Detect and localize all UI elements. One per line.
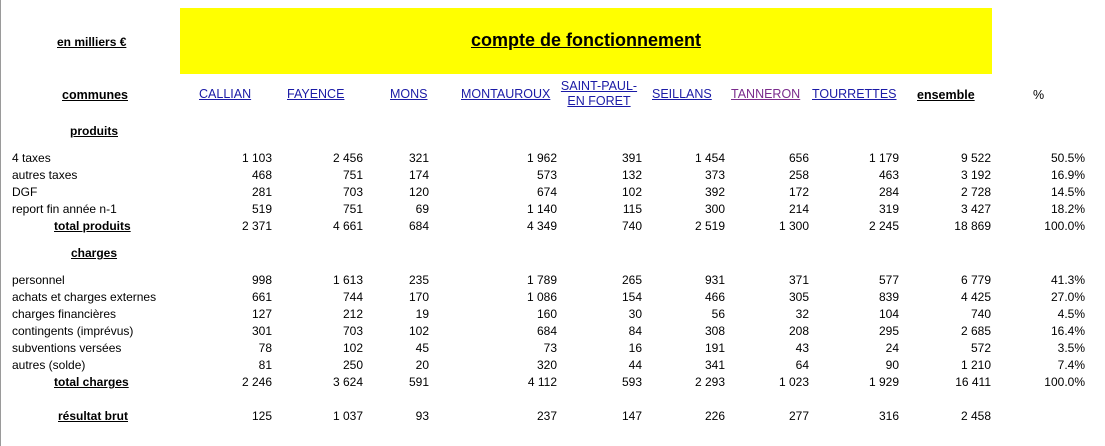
ensemble-header: ensemble (917, 88, 975, 102)
unit-label: en milliers € (57, 35, 127, 49)
total-produits-row-cell: 1 300 (778, 219, 809, 233)
produits-row-cell: 69 (415, 202, 429, 216)
produits-row-label: report fin année n-1 (12, 202, 117, 216)
charges-row-cell: 6 779 (960, 273, 991, 287)
charges-row-cell: 466 (704, 290, 725, 304)
produits-row-label: 4 taxes (12, 151, 51, 165)
charges-row-label: subventions versées (12, 341, 122, 355)
produits-row-cell: 1 140 (526, 202, 557, 216)
produits-row-cell: 2 456 (332, 151, 363, 165)
charges-row-cell: 305 (788, 290, 809, 304)
charges-row-cell: 191 (704, 341, 725, 355)
produits-row-cell: 2 728 (960, 185, 991, 199)
charges-row-cell: 301 (251, 324, 272, 338)
produits-row-cell: 1 103 (241, 151, 272, 165)
produits-row-percent: 18.2% (1050, 202, 1085, 216)
total-charges-row-cell: 2 246 (241, 375, 272, 389)
produits-row-cell: 102 (621, 185, 642, 199)
total-charges-row-percent: 100.0% (1044, 375, 1085, 389)
produits-row-cell: 172 (788, 185, 809, 199)
charges-row-cell: 19 (415, 307, 429, 321)
column-link-montauroux[interactable]: MONTAUROUX (461, 87, 551, 101)
total-charges-row-cell: 1 929 (868, 375, 899, 389)
charges-row-cell: 160 (536, 307, 557, 321)
resultat-brut-row-label: résultat brut (58, 409, 129, 423)
produits-row-cell: 132 (621, 168, 642, 182)
charges-row-cell: 104 (878, 307, 899, 321)
produits-row-cell: 284 (878, 185, 899, 199)
produits-row-cell: 9 522 (960, 151, 991, 165)
charges-row-label: achats et charges externes (12, 290, 157, 304)
total-charges-row-cell: 4 112 (527, 375, 557, 389)
charges-row-percent: 27.0% (1050, 290, 1085, 304)
produits-row-percent: 16.9% (1050, 168, 1085, 182)
produits-row-cell: 656 (788, 151, 809, 165)
produits-row-cell: 258 (788, 168, 809, 182)
produits-row-cell: 674 (536, 185, 557, 199)
charges-row-cell: 64 (795, 358, 809, 372)
total-charges-row-cell: 16 411 (955, 375, 991, 389)
column-link-tanneron[interactable]: TANNERON (731, 87, 801, 101)
total-charges-row-cell: 1 023 (778, 375, 809, 389)
charges-row-cell: 20 (415, 358, 429, 372)
charges-row-cell: 1 789 (526, 273, 557, 287)
resultat-brut-row-cell: 316 (878, 409, 899, 423)
charges-row-cell: 44 (628, 358, 642, 372)
total-produits-row-cell: 2 371 (241, 219, 272, 233)
produits-row-cell: 319 (878, 202, 899, 216)
percent-header: % (1033, 88, 1045, 102)
column-link-tourrettes[interactable]: TOURRETTES (812, 87, 897, 101)
charges-row-percent: 3.5% (1057, 341, 1085, 355)
produits-row-cell: 1 179 (868, 151, 899, 165)
produits-row-cell: 3 192 (960, 168, 991, 182)
charges-row-cell: 1 086 (526, 290, 557, 304)
charges-row-cell: 295 (878, 324, 899, 338)
charges-row-cell: 265 (621, 273, 642, 287)
produits-row-cell: 573 (536, 168, 557, 182)
total-produits-row-cell: 4 349 (526, 219, 557, 233)
charges-row-cell: 740 (970, 307, 991, 321)
total-charges-row-cell: 593 (621, 375, 642, 389)
total-produits-row-cell: 2 245 (868, 219, 899, 233)
charges-row-cell: 212 (342, 307, 363, 321)
charges-row-percent: 41.3% (1050, 273, 1085, 287)
charges-row-cell: 56 (711, 307, 725, 321)
charges-row-cell: 32 (795, 307, 809, 321)
produits-row-cell: 281 (251, 185, 272, 199)
produits-row-cell: 214 (788, 202, 809, 216)
produits-row-cell: 392 (704, 185, 725, 199)
charges-row-label: charges financières (12, 307, 117, 321)
produits-row-cell: 391 (621, 151, 642, 165)
charges-row-cell: 90 (885, 358, 899, 372)
charges-heading: charges (71, 246, 118, 260)
charges-row-cell: 703 (342, 324, 363, 338)
resultat-brut-row-cell: 226 (704, 409, 725, 423)
total-charges-row-cell: 591 (408, 375, 429, 389)
total-produits-row-cell: 4 661 (332, 219, 363, 233)
charges-row-label: autres (solde) (12, 358, 86, 372)
total-charges-row-label: total charges (54, 375, 129, 389)
produits-row-cell: 300 (704, 202, 725, 216)
charges-row-cell: 931 (704, 273, 725, 287)
charges-row-percent: 7.4% (1057, 358, 1085, 372)
resultat-brut-row-cell: 237 (536, 409, 557, 423)
produits-heading: produits (70, 124, 118, 138)
charges-row-cell: 661 (251, 290, 272, 304)
charges-row-percent: 16.4% (1050, 324, 1085, 338)
column-link-fayence[interactable]: FAYENCE (287, 87, 345, 101)
produits-row-cell: 373 (704, 168, 725, 182)
charges-row-cell: 1 210 (960, 358, 991, 372)
charges-row-label: contingents (imprévus) (12, 324, 134, 338)
charges-row-cell: 102 (408, 324, 429, 338)
produits-row-cell: 751 (342, 168, 363, 182)
column-link-mons[interactable]: MONS (390, 87, 428, 101)
communes-header: communes (62, 88, 128, 102)
charges-row-cell: 102 (342, 341, 363, 355)
produits-row-percent: 14.5% (1050, 185, 1085, 199)
charges-row-cell: 235 (408, 273, 429, 287)
total-produits-row-cell: 740 (621, 219, 642, 233)
charges-row-cell: 154 (621, 290, 642, 304)
charges-row-cell: 208 (788, 324, 809, 338)
charges-row-cell: 371 (788, 273, 809, 287)
charges-row-cell: 998 (251, 273, 272, 287)
charges-row-cell: 16 (628, 341, 642, 355)
charges-row-cell: 250 (342, 358, 363, 372)
produits-row-cell: 468 (251, 168, 272, 182)
produits-row-percent: 50.5% (1050, 151, 1085, 165)
produits-row-label: autres taxes (12, 168, 78, 182)
produits-row-label: DGF (12, 185, 38, 199)
charges-row-cell: 744 (342, 290, 363, 304)
charges-row-cell: 78 (258, 341, 272, 355)
produits-row-cell: 1 962 (526, 151, 557, 165)
total-charges-row-cell: 2 293 (694, 375, 725, 389)
charges-row-cell: 43 (795, 341, 809, 355)
total-produits-row-cell: 684 (408, 219, 429, 233)
charges-row-cell: 127 (251, 307, 272, 321)
charges-row-cell: 4 425 (960, 290, 991, 304)
total-produits-row-label: total produits (54, 219, 131, 233)
charges-row-percent: 4.5% (1057, 307, 1085, 321)
column-link-saint-paul[interactable] (556, 79, 642, 109)
charges-row-cell: 24 (885, 341, 899, 355)
produits-row-cell: 463 (878, 168, 899, 182)
charges-row-cell: 341 (704, 358, 725, 372)
resultat-brut-row-cell: 1 037 (332, 409, 363, 423)
charges-row-cell: 577 (878, 273, 899, 287)
resultat-brut-row-cell: 147 (621, 409, 642, 423)
produits-row-cell: 174 (408, 168, 429, 182)
charges-row-cell: 170 (408, 290, 429, 304)
charges-row-cell: 572 (970, 341, 991, 355)
produits-row-cell: 751 (342, 202, 363, 216)
resultat-brut-row-cell: 277 (788, 409, 809, 423)
column-link-callian[interactable]: CALLIAN (199, 87, 252, 101)
produits-row-cell: 519 (251, 202, 272, 216)
charges-row-cell: 30 (628, 307, 642, 321)
produits-row-cell: 3 427 (960, 202, 991, 216)
charges-row-label: personnel (12, 273, 65, 287)
charges-row-cell: 2 685 (960, 324, 991, 338)
charges-row-cell: 73 (543, 341, 557, 355)
produits-row-cell: 321 (408, 151, 429, 165)
total-produits-row-cell: 18 869 (954, 219, 991, 233)
total-produits-row-cell: 2 519 (694, 219, 725, 233)
charges-row-cell: 839 (878, 290, 899, 304)
charges-row-cell: 308 (704, 324, 725, 338)
column-link-seillans[interactable]: SEILLANS (652, 87, 712, 101)
page-title: compte de fonctionnement (470, 30, 701, 50)
produits-row-cell: 1 454 (694, 151, 725, 165)
resultat-brut-row-cell: 93 (415, 409, 429, 423)
charges-row-cell: 45 (415, 341, 429, 355)
resultat-brut-row-cell: 125 (251, 409, 272, 423)
charges-row-cell: 1 613 (332, 273, 363, 287)
charges-row-cell: 81 (258, 358, 272, 372)
produits-row-cell: 703 (342, 185, 363, 199)
produits-row-cell: 120 (408, 185, 429, 199)
charges-row-cell: 84 (628, 324, 642, 338)
saint-paul-line-1: SAINT-PAUL- (560, 79, 638, 93)
total-charges-row-cell: 3 624 (332, 375, 363, 389)
produits-row-cell: 115 (622, 202, 642, 216)
total-produits-row-percent: 100.0% (1044, 219, 1085, 233)
saint-paul-line-2: EN FORET (567, 94, 631, 108)
charges-row-cell: 320 (536, 358, 557, 372)
charges-row-cell: 684 (536, 324, 557, 338)
resultat-brut-row-cell: 2 458 (960, 409, 991, 423)
